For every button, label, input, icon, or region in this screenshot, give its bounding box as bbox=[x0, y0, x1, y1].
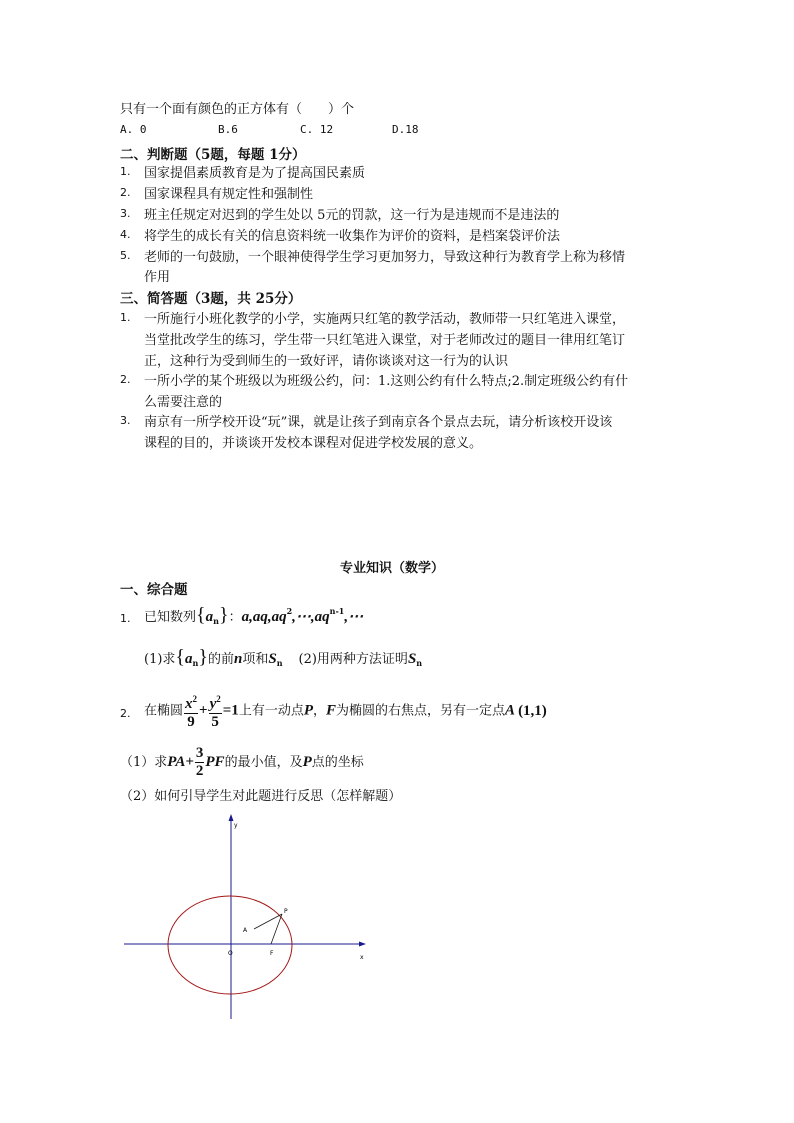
point-F-label: F bbox=[270, 950, 274, 957]
PA-var: PA+ bbox=[167, 754, 194, 770]
frac-num-3: 3 bbox=[195, 745, 204, 761]
A-coord: (1,1) bbox=[518, 702, 547, 719]
judge-num-4: 4. bbox=[120, 228, 131, 241]
mc-option-a: A. 0 bbox=[120, 123, 147, 136]
seq-tail: ,⋯ bbox=[344, 609, 364, 625]
q2-part1-b: 的最小值，及 bbox=[224, 755, 303, 770]
math-q1-line bbox=[144, 602, 363, 631]
P-var: P bbox=[303, 702, 313, 719]
judge-num-1: 1. bbox=[120, 165, 131, 178]
PF-var: PF bbox=[205, 754, 225, 770]
seq-square: 2 bbox=[286, 606, 293, 616]
short-num-2: 2. bbox=[120, 373, 131, 386]
q2-mid2: 为椭圆的右焦点，另有一定点 bbox=[336, 703, 506, 719]
F-var: F bbox=[326, 702, 337, 719]
judge-item-5-line1: 老师的一句鼓励，一个眼神使得学生学习更加努力，导致这种行为教育学上称为移情 bbox=[144, 250, 626, 265]
judge-item-4: 将学生的成长有关的信息资料统一收集作为评价的资料，是档案袋评价法 bbox=[144, 229, 561, 244]
short-item-2-line2: 么需要注意的 bbox=[144, 395, 223, 410]
fraction-x2-9 bbox=[184, 691, 198, 731]
judge-item-1: 国家提倡素质教育是为了提高国民素质 bbox=[144, 166, 366, 181]
frac-x: x bbox=[185, 696, 193, 712]
seq-dots: ,⋯,aq bbox=[292, 609, 330, 625]
origin-label: O bbox=[228, 950, 233, 957]
q2-comma: ， bbox=[313, 703, 327, 719]
math-q1-subquestions bbox=[144, 644, 422, 673]
seq-exponent: n-1 bbox=[329, 606, 345, 616]
short-item-3-line2: 课程的目的，并谈谈开发校本课程对促进学校发展的意义。 bbox=[144, 436, 483, 451]
q1-part2: (2)用两种方法证明 bbox=[298, 652, 408, 667]
point-A-label: A bbox=[243, 927, 248, 934]
q2-lead: 在椭圆 bbox=[144, 703, 184, 719]
math-q1-lead: 已知数列 bbox=[144, 610, 197, 625]
math-title: 专业知识（数学） bbox=[340, 561, 445, 576]
q1-part1-b: 的前 bbox=[207, 652, 234, 667]
mc-question: 只有一个面有颜色的正方体有（ ）个 bbox=[120, 102, 355, 117]
short-item-1-line2: 当堂批改学生的练习，学生带一只红笔进入课堂，对于老师改过的题目一律用红笔订 bbox=[144, 333, 626, 348]
plus-sign: + bbox=[199, 702, 208, 719]
P-var-2: P bbox=[302, 754, 312, 770]
math-q2-part2: （2）如何引导学生对此题进行反思（怎样解题） bbox=[120, 789, 402, 804]
ellipse-curve bbox=[168, 896, 292, 994]
left-brace-icon: { bbox=[196, 604, 206, 626]
math-q2-num: 2. bbox=[120, 707, 131, 720]
short-item-1-line3: 正，这种行为受到师生的一致好评，请你谈谈对这一行为的认识 bbox=[144, 354, 509, 369]
short-heading: 三、简答题（3题，共 25分） bbox=[120, 291, 302, 307]
math-section-heading: 一、综合题 bbox=[120, 582, 188, 598]
n-var: n bbox=[233, 651, 243, 667]
y-axis-label: y bbox=[234, 822, 238, 829]
q1-part1-c: 项和 bbox=[242, 652, 269, 667]
seq-var-2: a bbox=[185, 651, 193, 667]
short-item-2-line1: 一所小学的某个班级以为班级公约，问：1.这则公约有什么特点;2.制定班级公约有什 bbox=[144, 374, 629, 389]
q2-mid: 上有一动点 bbox=[238, 703, 304, 719]
seq-colon: ： bbox=[228, 610, 242, 625]
short-num-3: 3. bbox=[120, 414, 131, 427]
mc-option-d: D.18 bbox=[392, 123, 419, 136]
short-item-3-line1: 南京有一所学校开设“玩”课，就是让孩子到南京各个景点去玩，请分析该校开设该 bbox=[144, 415, 613, 430]
seq-terms: a,aq,aq bbox=[241, 609, 287, 625]
seq-var: a bbox=[205, 609, 214, 625]
S-sub-2: n bbox=[416, 658, 423, 668]
short-num-1: 1. bbox=[120, 311, 131, 324]
frac-y: y bbox=[209, 696, 217, 712]
judge-heading: 二、判断题（5题，每题 1分） bbox=[120, 147, 306, 163]
judge-item-5-line2: 作用 bbox=[144, 270, 171, 285]
math-q2-line bbox=[144, 691, 547, 731]
math-q1-num: 1. bbox=[120, 612, 131, 625]
judge-num-5: 5. bbox=[120, 249, 131, 262]
right-brace-icon: } bbox=[198, 646, 208, 668]
frac-den-2: 2 bbox=[195, 763, 204, 779]
segment-PA bbox=[254, 914, 282, 929]
x-arrow-icon bbox=[359, 942, 366, 947]
q1-part1-a: (1)求 bbox=[144, 652, 176, 667]
short-item-1-line1: 一所施行小班化教学的小学，实施两只红笔的教学活动，教师带一只红笔进入课堂， bbox=[144, 312, 626, 327]
segment-PF bbox=[271, 914, 282, 944]
frac-den-5: 5 bbox=[211, 714, 219, 730]
frac-x-exp: 2 bbox=[192, 694, 198, 704]
frac-y-exp: 2 bbox=[216, 694, 221, 704]
right-brace-icon: } bbox=[218, 604, 229, 626]
judge-num-3: 3. bbox=[120, 207, 131, 220]
judge-item-2: 国家课程具有规定性和强制性 bbox=[144, 187, 314, 202]
S-var-2: S bbox=[407, 651, 417, 667]
ellipse-figure bbox=[118, 812, 380, 1027]
q2-part1-c: 点的坐标 bbox=[311, 755, 364, 770]
fraction-3-2 bbox=[195, 745, 205, 780]
judge-item-3: 班主任规定对迟到的学生处以 5元的罚款，这一行为是违规而不是违法的 bbox=[144, 208, 560, 223]
math-q2-part1 bbox=[120, 745, 364, 780]
q2-part1-a: （1）求 bbox=[120, 755, 168, 770]
S-var: S bbox=[268, 651, 277, 667]
equals-one: =1 bbox=[222, 702, 239, 719]
mc-option-b: B.6 bbox=[218, 123, 238, 136]
seq-sub-2: n bbox=[192, 658, 199, 668]
x-axis-label: x bbox=[360, 954, 364, 961]
S-sub: n bbox=[276, 658, 283, 668]
A-var: A bbox=[505, 702, 516, 719]
point-P-label: P bbox=[284, 908, 288, 915]
left-brace-icon: { bbox=[175, 646, 186, 668]
fraction-y2-5 bbox=[209, 691, 222, 731]
seq-sub: n bbox=[213, 616, 219, 626]
mc-option-c: C. 12 bbox=[300, 123, 334, 136]
y-arrow-icon bbox=[229, 814, 234, 821]
judge-num-2: 2. bbox=[120, 186, 131, 199]
frac-den-9: 9 bbox=[187, 714, 195, 730]
